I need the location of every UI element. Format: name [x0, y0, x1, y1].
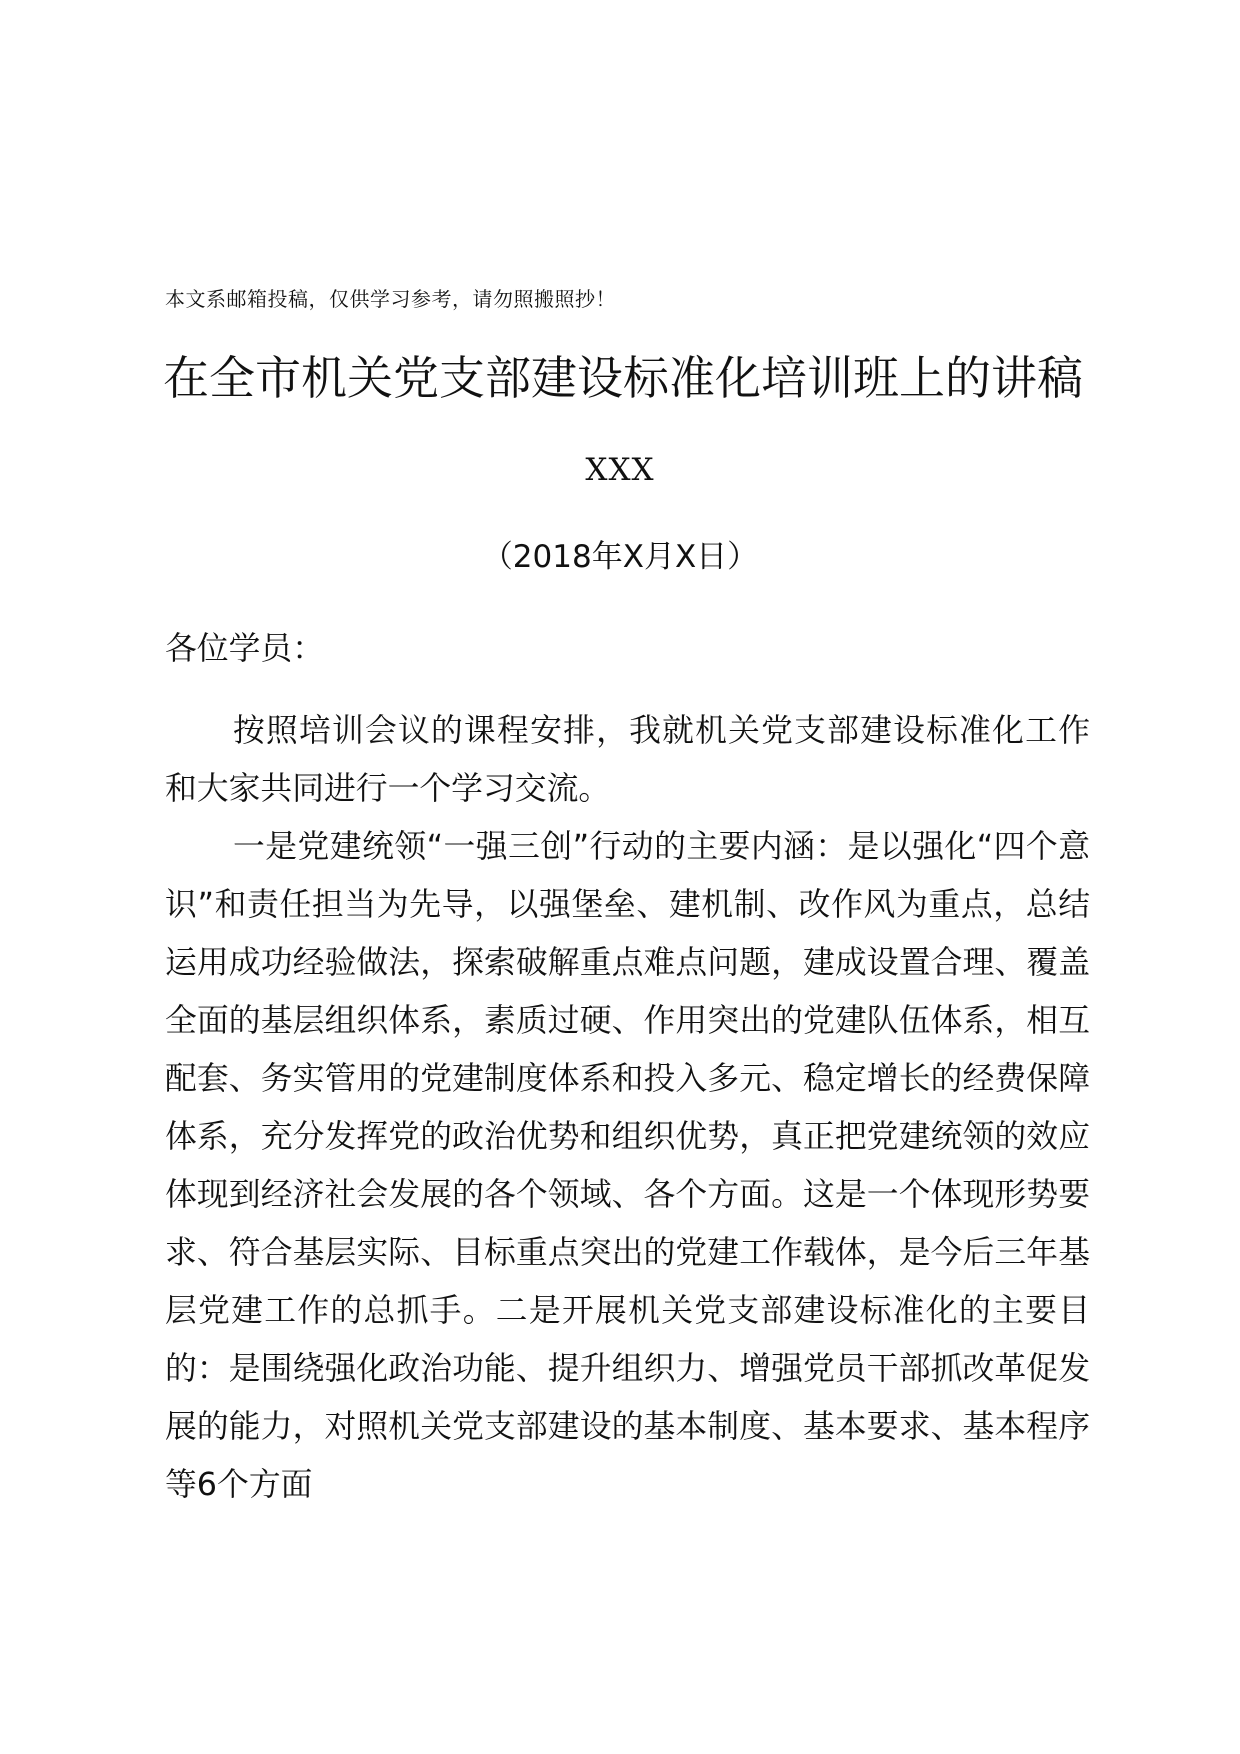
document-title: 在全市机关党支部建设标准化培训班上的讲稿 [163, 351, 1083, 405]
body-paragraph-main: 一是党建统领“一强三创”行动的主要内涵：是以强化“四个意识”和责任担当为先导，以强堡垒、建机制、改作风为重点，总结运用成功经验做法，探索破解重点难点问题，建成设置合理、覆盖全面的基层组织体系，素质过硬、作用突出的党建队伍体系，相互配套、务实管用的党建制度体系和投入多元、稳定增长的经费保障体系，充分发挥党的政治优势和组织优势，真正把党建统领的效应体现到经济社会发展的各个领域、各个方面。这是一个体现形势要求、符合基层实际、目标重点突出的党建工作载体，是今后三年基层党建工作的总抓手。二是开展机关党支部建设标准化的主要目的：是围绕强化政治功能、提升组织力、增强党员干部抓改革促发展的能力，对照机关党支部建设的基本制度、基本要求、基本程序等6个方面 [165, 828, 1090, 1503]
submission-notice: 本文系邮箱投稿，仅供学习参考，请勿照搬照抄！ [165, 287, 616, 311]
speech-date: （2018年X月X日） [481, 539, 759, 575]
author-name: XXX [585, 452, 655, 488]
body-paragraph-intro: 按照培训会议的课程安排，我就机关党支部建设标准化工作和大家共同进行一个学习交流。 [165, 712, 1090, 807]
salutation: 各位学员： [165, 630, 324, 667]
